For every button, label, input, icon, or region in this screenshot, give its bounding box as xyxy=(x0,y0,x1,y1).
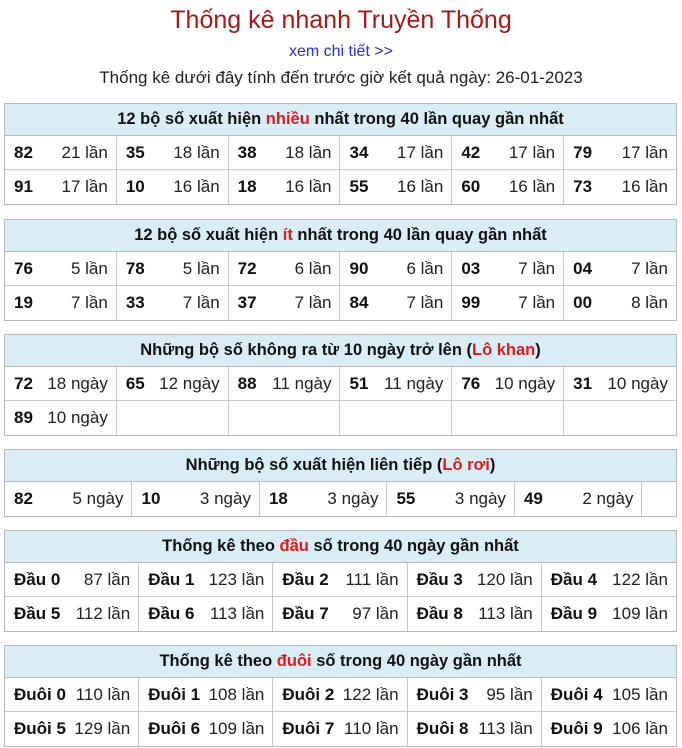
stat-cell xyxy=(340,252,452,286)
stat-number: 51 xyxy=(349,374,369,393)
stat-cell xyxy=(117,252,229,286)
empty-cell xyxy=(642,482,676,516)
stat-count: 11 ngày xyxy=(384,374,444,393)
stat-cell xyxy=(542,597,676,631)
stat-count: 21 lần xyxy=(61,143,108,162)
stat-count: 11 ngày xyxy=(272,374,332,393)
stat-count: 109 lần xyxy=(612,604,668,623)
empty-cell xyxy=(452,401,564,435)
stat-count: 17 lần xyxy=(396,143,444,162)
stat-count: 16 lần xyxy=(285,177,332,196)
stat-number: 89 xyxy=(14,408,33,427)
stat-count: 106 lần xyxy=(612,719,668,738)
stat-count: 7 lần xyxy=(294,293,332,312)
stat-number: Đầu 2 xyxy=(282,570,329,589)
stat-cell xyxy=(542,678,676,712)
stat-cell xyxy=(5,367,117,401)
stat-number: Đuôi 0 xyxy=(14,685,66,704)
stat-number: 76 xyxy=(461,374,481,393)
stat-cell xyxy=(340,170,452,204)
lo-khan-header: Những bộ số không ra từ 10 ngày trở lên (Lô khan) xyxy=(5,335,676,367)
page-title: Thống kê nhanh Truyền Thống xyxy=(170,6,512,34)
stat-cell xyxy=(542,712,676,746)
stat-count: 3 ngày xyxy=(454,489,506,508)
stat-number: 55 xyxy=(396,489,416,508)
tail-digit-panel xyxy=(4,645,677,747)
stat-count: 122 lần xyxy=(612,570,668,589)
stat-number: Đuôi 8 xyxy=(416,719,469,738)
stat-cell xyxy=(5,401,117,435)
stat-cell xyxy=(564,252,676,286)
least-frequent-panel xyxy=(4,219,677,321)
stat-number: 84 xyxy=(349,293,369,312)
stat-cell xyxy=(564,367,676,401)
stat-number: 35 xyxy=(125,143,145,162)
lo-roi-panel xyxy=(4,449,677,517)
stat-count: 7 lần xyxy=(631,259,668,278)
stat-count: 7 lần xyxy=(406,293,444,312)
stat-count: 113 lần xyxy=(478,719,533,738)
stat-number: Đầu 6 xyxy=(148,604,195,623)
stat-cell xyxy=(387,482,514,516)
stat-cell xyxy=(408,563,542,597)
stat-count: 5 ngày xyxy=(72,489,124,508)
stat-number: 78 xyxy=(125,259,145,278)
stat-number: 88 xyxy=(237,374,257,393)
empty-cell xyxy=(564,401,676,435)
stat-cell xyxy=(117,367,229,401)
stat-cell xyxy=(340,286,452,320)
stat-number: 33 xyxy=(125,293,145,312)
stat-count: 7 lần xyxy=(70,293,108,312)
stat-count: 5 lần xyxy=(70,259,108,278)
stat-count: 18 ngày xyxy=(47,374,108,393)
stat-number: Đuôi 3 xyxy=(416,685,469,704)
stat-count: 10 ngày xyxy=(47,408,108,427)
stat-count: 110 lần xyxy=(344,719,399,738)
stat-cell xyxy=(5,136,117,170)
stat-cell xyxy=(273,712,407,746)
stat-number: Đuôi 2 xyxy=(282,685,335,704)
stat-cell xyxy=(229,367,341,401)
tail-digit-header: Thống kê theo đuôi số trong 40 ngày gần nhất xyxy=(5,646,676,678)
stat-number: Đuôi 5 xyxy=(14,719,66,738)
stat-cell xyxy=(452,170,564,204)
stat-number: 00 xyxy=(573,293,593,312)
most-frequent-grid xyxy=(5,136,676,204)
stat-cell xyxy=(452,286,564,320)
stat-cell xyxy=(5,563,139,597)
stat-cell xyxy=(117,136,229,170)
stat-number: 76 xyxy=(14,259,33,278)
stat-number: 82 xyxy=(14,489,33,508)
stat-number: 19 xyxy=(14,293,33,312)
stat-count: 109 lần xyxy=(208,719,265,738)
stat-number: 34 xyxy=(349,143,369,162)
stat-count: 10 ngày xyxy=(607,374,668,393)
lo-khan-panel xyxy=(4,334,677,436)
stat-cell xyxy=(5,712,139,746)
stat-number: Đuôi 7 xyxy=(282,719,335,738)
stat-cell xyxy=(408,678,542,712)
stat-number: 10 xyxy=(125,177,145,196)
stat-cell xyxy=(564,170,676,204)
stat-cell xyxy=(229,286,341,320)
stat-number: 72 xyxy=(237,259,257,278)
stat-cell xyxy=(139,712,273,746)
stat-cell xyxy=(273,597,407,631)
stat-cell xyxy=(229,170,341,204)
stat-cell xyxy=(515,482,642,516)
stat-count: 113 lần xyxy=(209,604,265,623)
stat-count: 3 ngày xyxy=(199,489,251,508)
stat-cell xyxy=(229,252,341,286)
stat-cell xyxy=(5,170,117,204)
stat-number: Đầu 1 xyxy=(148,570,195,589)
stat-count: 16 lần xyxy=(173,177,220,196)
stat-number: Đuôi 6 xyxy=(148,719,201,738)
stat-count: 123 lần xyxy=(208,570,265,589)
stat-number: 18 xyxy=(237,177,257,196)
stat-cell xyxy=(452,252,564,286)
stat-count: 6 lần xyxy=(406,259,444,278)
least-frequent-grid xyxy=(5,252,676,320)
stat-count: 10 ngày xyxy=(494,374,556,393)
stat-number: 73 xyxy=(573,177,593,196)
lo-roi-grid xyxy=(5,482,676,516)
stat-cell xyxy=(340,367,452,401)
stat-cell xyxy=(117,170,229,204)
stat-number: 79 xyxy=(573,143,593,162)
stat-count: 120 lần xyxy=(476,570,533,589)
stat-cell xyxy=(139,563,273,597)
stat-cell xyxy=(273,678,407,712)
stat-count: 87 lần xyxy=(83,570,131,589)
stat-count: 8 lần xyxy=(631,293,668,312)
stat-number: Đuôi 1 xyxy=(148,685,201,704)
stat-count: 16 lần xyxy=(508,177,556,196)
stat-cell xyxy=(273,563,407,597)
stat-count: 7 lần xyxy=(182,293,220,312)
stat-cell xyxy=(5,482,132,516)
stat-number: 91 xyxy=(14,177,33,196)
stat-number: 82 xyxy=(14,143,33,162)
stat-number: 72 xyxy=(14,374,33,393)
stat-number: Đầu 9 xyxy=(550,604,598,623)
stat-count: 18 lần xyxy=(173,143,220,162)
stat-number: Đầu 4 xyxy=(550,570,598,589)
stat-count: 6 lần xyxy=(294,259,332,278)
stat-number: 38 xyxy=(237,143,257,162)
stat-number: Đầu 0 xyxy=(14,570,61,589)
stat-count: 97 lần xyxy=(352,604,399,623)
stat-number: Đầu 5 xyxy=(14,604,61,623)
stat-number: Đầu 8 xyxy=(416,604,463,623)
stat-cell xyxy=(340,136,452,170)
stat-number: 31 xyxy=(573,374,593,393)
head-digit-grid xyxy=(5,563,676,631)
most-frequent-header: 12 bộ số xuất hiện nhiều nhất trong 40 lần quay gần nhất xyxy=(5,104,676,136)
stat-cell xyxy=(139,597,273,631)
stat-count: 18 lần xyxy=(285,143,332,162)
stat-number: 65 xyxy=(125,374,145,393)
stat-cell xyxy=(229,136,341,170)
stat-count: 113 lần xyxy=(478,604,533,623)
most-frequent-panel xyxy=(4,103,677,205)
stat-count: 129 lần xyxy=(74,719,131,738)
stat-cell xyxy=(139,678,273,712)
stat-number: 49 xyxy=(523,489,543,508)
stat-count: 5 lần xyxy=(182,259,220,278)
stat-count: 111 lần xyxy=(345,570,399,589)
stat-number: 10 xyxy=(141,489,161,508)
empty-cell xyxy=(340,401,452,435)
stat-count: 7 lần xyxy=(518,259,556,278)
empty-cell xyxy=(229,401,341,435)
stat-count: 12 ngày xyxy=(159,374,220,393)
stat-number: 03 xyxy=(461,259,481,278)
stat-cell xyxy=(408,597,542,631)
head-digit-header: Thống kê theo đầu số trong 40 ngày gần nhất xyxy=(5,531,676,563)
stat-cell xyxy=(564,136,676,170)
stat-count: 108 lần xyxy=(208,685,265,704)
stat-count: 2 ngày xyxy=(582,489,634,508)
stat-count: 105 lần xyxy=(612,685,668,704)
stat-cell xyxy=(132,482,259,516)
stat-cell xyxy=(542,563,676,597)
stat-number: Đầu 7 xyxy=(282,604,329,623)
stat-cell xyxy=(260,482,387,516)
stat-count: 122 lần xyxy=(342,685,399,704)
stat-count: 3 ngày xyxy=(327,489,379,508)
stat-number: 18 xyxy=(268,489,288,508)
empty-cell xyxy=(117,401,229,435)
stat-count: 95 lần xyxy=(486,685,533,704)
stat-number: 04 xyxy=(573,259,593,278)
view-details-link[interactable]: xem chi tiết >> xyxy=(288,43,394,60)
stat-cell xyxy=(452,136,564,170)
least-frequent-header: 12 bộ số xuất hiện ít nhất trong 40 lần quay gần nhất xyxy=(5,220,676,252)
stat-cell xyxy=(408,712,542,746)
stat-number: Đuôi 9 xyxy=(550,719,603,738)
stat-count: 7 lần xyxy=(518,293,556,312)
stat-cell xyxy=(117,286,229,320)
stat-cell xyxy=(452,367,564,401)
stat-number: Đuôi 4 xyxy=(550,685,603,704)
stat-number: 60 xyxy=(461,177,481,196)
stat-count: 112 lần xyxy=(75,604,131,623)
stat-number: 55 xyxy=(349,177,369,196)
stat-count: 16 lần xyxy=(396,177,444,196)
stat-count: 17 lần xyxy=(508,143,556,162)
stats-date-note: Thống kê dưới đây tính đến trước giờ kết quả ngày: 26-01-2023 xyxy=(99,68,583,87)
stat-count: 110 lần xyxy=(75,685,131,704)
head-digit-panel xyxy=(4,530,677,632)
stat-count: 17 lần xyxy=(61,177,108,196)
stat-cell xyxy=(564,286,676,320)
stat-count: 16 lần xyxy=(621,177,668,196)
stat-cell xyxy=(5,252,117,286)
stat-cell xyxy=(5,597,139,631)
tail-digit-grid xyxy=(5,678,676,746)
stat-number: 37 xyxy=(237,293,257,312)
stat-number: 90 xyxy=(349,259,369,278)
stat-count: 17 lần xyxy=(621,143,668,162)
stat-number: 99 xyxy=(461,293,481,312)
stat-cell xyxy=(5,678,139,712)
lo-khan-grid xyxy=(5,367,676,435)
stat-number: 42 xyxy=(461,143,481,162)
stat-number: Đầu 3 xyxy=(416,570,463,589)
lo-roi-header: Những bộ số xuất hiện liên tiếp (Lô rơi) xyxy=(5,450,676,482)
stat-cell xyxy=(5,286,117,320)
